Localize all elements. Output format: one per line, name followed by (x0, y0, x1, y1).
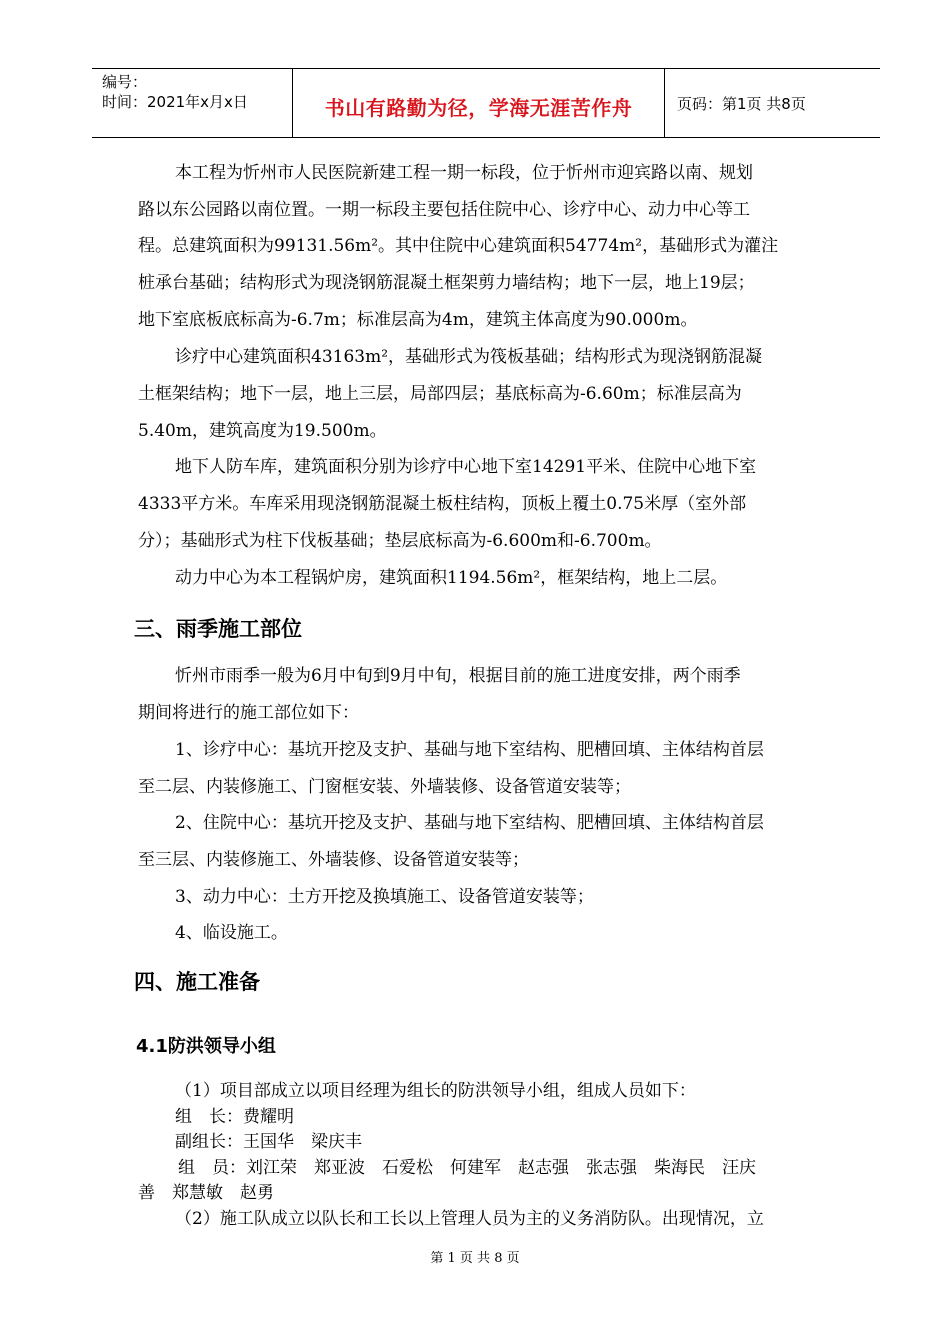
header-motto-cell (293, 69, 665, 137)
list-item-line: 2、住院中心：基坑开挖及支护、基础与地下室结构、肥槽回填、主体结构首层 (175, 813, 764, 833)
subsection-heading: 4.1防洪领导小组 (136, 1036, 276, 1057)
paragraph-line: 期间将进行的施工部位如下： (138, 703, 359, 723)
paragraph-line: 诊疗中心建筑面积43163m²，基础形式为筏板基础；结构形式为现浇钢筋混凝 (175, 347, 763, 367)
paragraph-line: 桩承台基础；结构形式为现浇钢筋混凝土框架剪力墙结构；地下一层，地上19层； (138, 273, 755, 293)
list-item-line: 3、动力中心：土方开挖及换填施工、设备管道安装等； (175, 887, 594, 907)
paragraph-line: 路以东公园路以南位置。一期一标段主要包括住院中心、诊疗中心、动力中心等工 (138, 200, 750, 220)
paragraph-line: （2）施工队成立以队长和工长以上管理人员为主的义务消防队。出现情况，立 (175, 1209, 764, 1229)
paragraph-line: 本工程为忻州市人民医院新建工程一期一标段，位于忻州市迎宾路以南、规划 (175, 163, 753, 183)
list-item-line: 4、临设施工。 (175, 923, 288, 943)
paragraph-line: （1）项目部成立以项目经理为组长的防洪领导小组，组成人员如下： (175, 1081, 696, 1101)
document-time-label: 时间：2021年x月x日 (102, 93, 248, 111)
paragraph-line: 地下室底板底标高为-6.7m；标准层高为4m，建筑主体高度为90.000m。 (138, 310, 698, 330)
page-header (92, 68, 880, 138)
header-info-cell (92, 69, 293, 137)
team-members-line: 善 郑慧敏 赵勇 (138, 1183, 274, 1203)
list-item-line: 1、诊疗中心：基坑开挖及支护、基础与地下室结构、肥槽回填、主体结构首层 (175, 740, 764, 760)
page-footer: 第 1 页 共 8 页 (430, 1251, 520, 1266)
team-deputy-line: 副组长：王国华 梁庆丰 (175, 1132, 362, 1152)
paragraph-line: 忻州市雨季一般为6月中旬到9月中旬，根据目前的施工进度安排，两个雨季 (175, 666, 741, 686)
paragraph-line: 土框架结构；地下一层，地上三层，局部四层；基底标高为-6.60m；标准层高为 (138, 384, 742, 404)
team-members-line: 组 员：刘江荣 郑亚波 石爱松 何建军 赵志强 张志强 柴海民 汪庆 (178, 1158, 756, 1178)
paragraph-line: 分）；基础形式为柱下伐板基础；垫层底标高为-6.600m和-6.700m。 (138, 531, 662, 551)
header-page-cell (665, 69, 880, 137)
document-code-label: 编号： (102, 73, 148, 91)
header-motto: 书山有路勤为径，学海无涯苦作舟 (324, 96, 633, 120)
header-page-info: 页码：第1页 共8页 (677, 95, 806, 113)
list-item-line: 至二层、内装修施工、门窗框安装、外墙装修、设备管道安装等； (138, 777, 631, 797)
paragraph-line: 地下人防车库，建筑面积分别为诊疗中心地下室14291平米、住院中心地下室 (175, 457, 757, 477)
paragraph-line: 动力中心为本工程锅炉房，建筑面积1194.56m²，框架结构，地上二层。 (175, 568, 728, 588)
list-item-line: 至三层、内装修施工、外墙装修、设备管道安装等； (138, 850, 529, 870)
section-heading: 四、施工准备 (134, 970, 260, 994)
paragraph-line: 4333平方米。车库采用现浇钢筋混凝土板柱结构，顶板上覆土0.75米厚（室外部 (138, 494, 747, 514)
paragraph-line: 程。总建筑面积为99131.56m²。其中住院中心建筑面积54774m²，基础形式为灌注 (138, 236, 779, 256)
section-heading: 三、雨季施工部位 (134, 617, 302, 641)
team-leader-line: 组 长：费耀明 (175, 1107, 294, 1127)
paragraph-line: 5.40m，建筑高度为19.500m。 (138, 421, 387, 441)
